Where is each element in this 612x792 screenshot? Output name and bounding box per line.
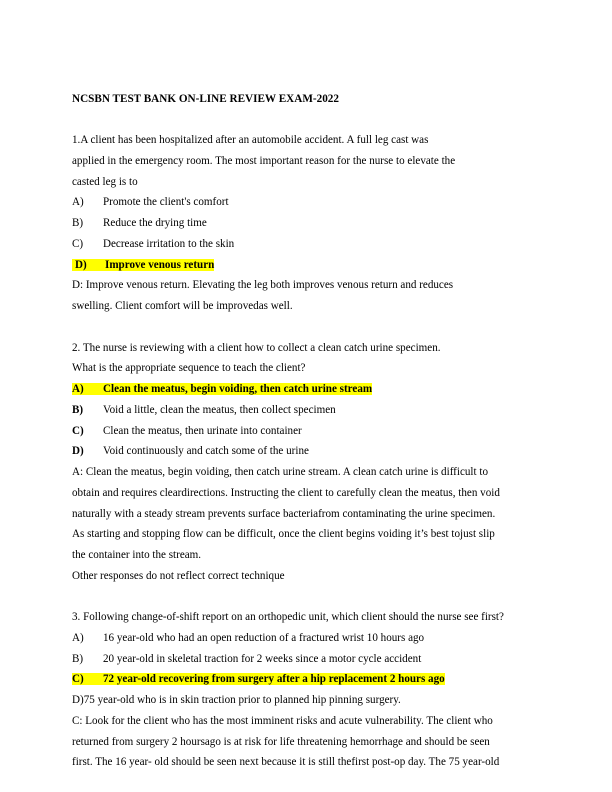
q2-option-b [72, 403, 336, 417]
option-text: Improve venous return [105, 259, 215, 271]
q3-option-b [72, 652, 421, 666]
q3-rationale-line-1: C: Look for the client who has the most imminent risks and acute vulnerability. The client who [72, 715, 493, 727]
q3-option-d: D)75 year-old who is in skin traction prior to planned hip pinning surgery. [72, 694, 401, 706]
option-letter: C) [72, 425, 84, 437]
option-text: Clean the meatus, begin voiding, then catch urine stream [103, 383, 373, 395]
q1-rationale-line-1: D: Improve venous return. Elevating the leg both improves venous return and reduces [72, 279, 454, 291]
highlighted-answer [72, 259, 214, 271]
q2-stem-line-1: 2. The nurse is reviewing with a client how to collect a clean catch urine specimen. [72, 342, 441, 354]
q2-rationale-line-3: naturally with a steady stream prevents surface bacteriafrom contaminating the urine specimen. [72, 508, 496, 520]
option-text: 16 year-old who had an open reduction of a fractured wrist 10 hours ago [103, 632, 425, 644]
q1-rationale-line-2: swelling. Client comfort will be improvedas well. [72, 300, 293, 312]
q1-stem-line-1: 1.A client has been hospitalized after an automobile accident. A full leg cast was [72, 134, 429, 146]
option-text: Promote the client's comfort [103, 196, 229, 208]
q3-rationale-line-2: returned from surgery 2 hoursago is at risk for life threatening hemorrhage and should be seen [72, 736, 490, 748]
option-letter: C) [72, 238, 84, 250]
option-text: Reduce the drying time [103, 217, 207, 229]
q2-rationale-line-5: the container into the stream. [72, 549, 202, 561]
option-letter: A) [72, 196, 84, 208]
option-letter: D) [75, 259, 87, 271]
option-text: 72 year-old recovering from surgery after a hip replacement 2 hours ago [103, 673, 445, 685]
option-letter: B) [72, 653, 84, 665]
option-letter: D) [72, 445, 84, 457]
option-text: Clean the meatus, then urinate into container [103, 425, 302, 437]
q1-stem-line-3: casted leg is to [72, 176, 138, 188]
q1-stem-line-2: applied in the emergency room. The most important reason for the nurse to elevate the [72, 155, 456, 167]
q1-option-b [72, 216, 207, 230]
q2-stem-line-2: What is the appropriate sequence to teach the client? [72, 362, 306, 374]
q2-rationale-line-6: Other responses do not reflect correct technique [72, 570, 285, 582]
option-letter: C) [72, 673, 84, 685]
q2-rationale-line-2: obtain and requires cleardirections. Instructing the client to carefully clean the meatus, then void [72, 487, 500, 499]
q2-rationale-line-4: As starting and stopping flow can be difficult, once the client begins voiding it’s best tojust slip [72, 528, 495, 540]
q3-rationale-line-3: first. The 16 year- old should be seen next because it is still thefirst post-op day. The 75 year-old [72, 756, 500, 768]
q3-option-a [72, 631, 424, 645]
option-letter: A) [72, 383, 84, 395]
option-letter: B) [72, 217, 84, 229]
q2-option-c [72, 424, 302, 438]
highlighted-answer [72, 383, 372, 395]
q1-option-a [72, 195, 229, 209]
option-letter: A) [72, 632, 84, 644]
q3-stem-line-1: 3. Following change-of-shift report on an orthopedic unit, which client should the nurse see first? [72, 611, 504, 623]
document-title: NCSBN TEST BANK ON-LINE REVIEW EXAM-2022 [72, 93, 339, 105]
option-text: Decrease irritation to the skin [103, 238, 235, 250]
option-text: 20 year-old in skeletal traction for 2 weeks since a motor cycle accident [103, 653, 422, 665]
q2-option-a-correct [72, 382, 372, 396]
q1-option-d-correct [72, 258, 214, 272]
q2-rationale-line-1: A: Clean the meatus, begin voiding, then catch urine stream. A clean catch urine is difficult to [72, 466, 488, 478]
q1-option-c [72, 237, 234, 251]
q2-option-d [72, 444, 309, 458]
option-text: Void continuously and catch some of the urine [103, 445, 309, 457]
option-letter: B) [72, 404, 84, 416]
option-text: Void a little, clean the meatus, then collect specimen [103, 404, 336, 416]
highlighted-answer [72, 673, 445, 685]
q3-option-c-correct [72, 672, 445, 686]
